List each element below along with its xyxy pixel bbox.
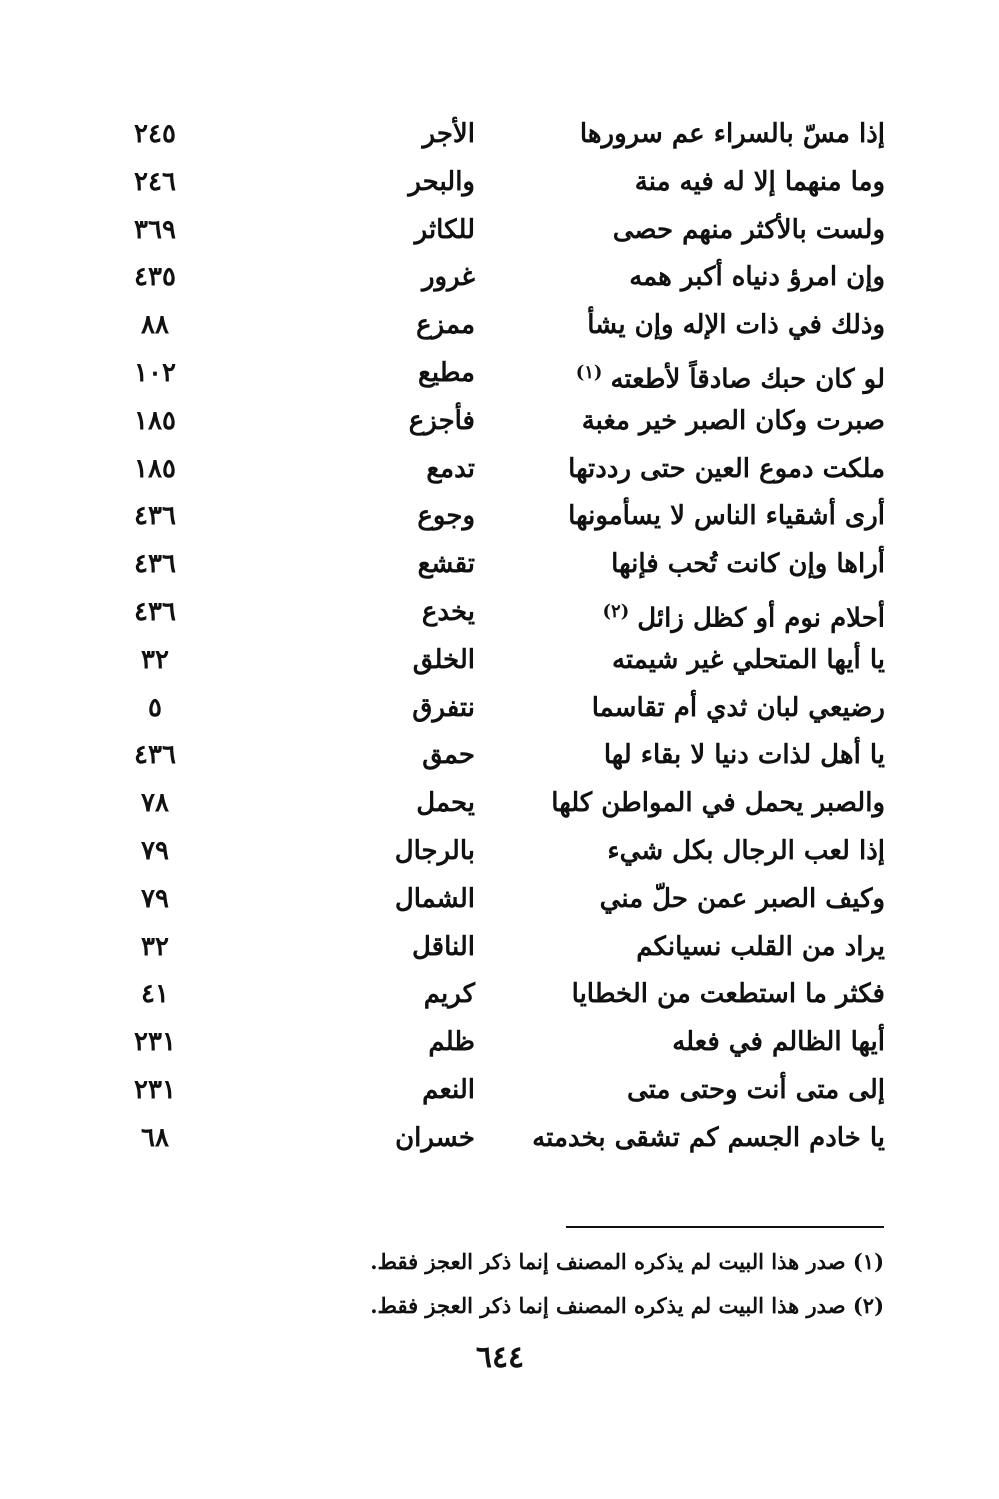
verse-text: وما منهما إلا له فيه منة — [634, 166, 885, 197]
footnotes — [184, 1240, 884, 1328]
verse-text: وإن امرؤ دنياه أكبر همه — [629, 262, 885, 293]
footnote-marker: (١) — [575, 362, 603, 383]
page-reference: ٤٣٦ — [134, 501, 176, 532]
page-reference: ٧٨ — [141, 788, 169, 819]
verse-opening — [475, 160, 885, 204]
verse-text: وذلك في ذات الإله وإن يشأ — [587, 310, 885, 341]
verse-opening — [475, 399, 885, 443]
rhyme-word: وجوع — [417, 501, 475, 532]
verse-text: فكثر ما استطعت من الخطايا — [571, 979, 885, 1010]
page-reference: ٢٣١ — [134, 1075, 176, 1105]
rhyme-word: ظلم — [428, 1027, 475, 1058]
index-row — [95, 542, 895, 586]
rhyme-word: غرور — [421, 262, 475, 293]
index-row — [95, 255, 895, 299]
verse-text: ولست بالأكثر منهم حصى — [612, 214, 885, 245]
rhyme-word: خسران — [395, 1122, 475, 1153]
verse-opening — [475, 1020, 885, 1064]
rhyme-word: الشمال — [394, 883, 475, 914]
rhyme-word: للكاثر — [414, 214, 475, 245]
verse-opening — [475, 781, 885, 825]
verse-text: أيها الظالم في فعله — [672, 1027, 885, 1058]
page-reference: ٢٤٥ — [134, 119, 176, 149]
rhyme-word: والبحر — [408, 166, 475, 197]
footnote-divider — [566, 1226, 884, 1228]
verse-text: يا أهل لذات دنيا لا بقاء لها — [603, 740, 885, 771]
footnote-2: (٢) صدر هذا البيت لم يذكره المصنف إنما ذكر العجز فقط. — [370, 1293, 884, 1318]
rhyme-word: نتفرق — [412, 692, 475, 723]
index-row — [95, 781, 895, 825]
index-row — [95, 399, 895, 443]
verse-opening — [475, 733, 885, 777]
verse-opening — [475, 638, 885, 682]
verse-opening — [475, 208, 885, 252]
page-reference: ٤٣٦ — [134, 597, 176, 627]
rhyme-word: كريم — [423, 979, 475, 1010]
page-reference: ١٠٢ — [134, 358, 176, 388]
page-reference: ٣٢ — [141, 644, 169, 675]
verse-text: وكيف الصبر عمن حلّ مني — [599, 883, 885, 914]
page-reference: ٣٦٩ — [134, 214, 176, 245]
verse-text: أراها وإن كانت تُحب فإنها — [611, 549, 885, 580]
page-reference: ٧٩ — [141, 883, 169, 914]
verse-opening — [475, 351, 885, 402]
page-reference: ٤١ — [141, 979, 169, 1010]
rhyme-word: تدمع — [426, 453, 475, 484]
page-reference: ١٨٥ — [134, 405, 176, 436]
verse-opening — [475, 1068, 885, 1112]
index-row — [95, 112, 895, 156]
index-row — [95, 877, 895, 921]
verse-opening — [475, 255, 885, 299]
index-row — [95, 925, 895, 969]
rhyme-word: يخدع — [421, 597, 475, 627]
index-row — [95, 590, 895, 634]
verse-text: لو كان حبك صادقاً لأطعته — [610, 364, 885, 395]
page-reference: ٣٢ — [141, 931, 169, 962]
verse-text: والصبر يحمل في المواطن كلها — [551, 788, 885, 819]
page-reference: ٤٣٥ — [134, 262, 176, 293]
verse-text: أحلام نوم أو كظل زائل — [637, 603, 885, 634]
index-row — [95, 686, 895, 730]
index-row — [95, 638, 895, 682]
index-row — [95, 1116, 895, 1160]
index-row — [95, 160, 895, 204]
verse-opening — [475, 1116, 885, 1160]
index-row — [95, 303, 895, 347]
verse-opening — [475, 447, 885, 491]
verse-text: إذا مسّ بالسراء عم سرورها — [579, 119, 885, 149]
page-reference: ٥ — [148, 692, 162, 723]
page-reference: ٦٨ — [141, 1122, 169, 1153]
verse-opening — [475, 112, 885, 156]
index-row — [95, 733, 895, 777]
rhyme-word: حمق — [422, 740, 475, 771]
page-reference: ٤٣٦ — [134, 549, 176, 580]
verse-text: إذا لعب الرجال بكل شيء — [607, 836, 885, 866]
page-reference: ١٨٥ — [134, 453, 176, 484]
verse-opening — [475, 925, 885, 969]
verse-text: يا خادم الجسم كم تشقى بخدمته — [532, 1122, 885, 1153]
index-row — [95, 494, 895, 538]
footnote-1: (١) صدر هذا البيت لم يذكره المصنف إنما ذكر العجز فقط. — [370, 1249, 884, 1274]
verse-opening — [475, 877, 885, 921]
index-row — [95, 1068, 895, 1112]
rhyme-word: الناقل — [411, 931, 475, 962]
page-reference: ٨٨ — [141, 310, 169, 341]
verse-text: ملكت دموع العين حتى رددتها — [568, 453, 885, 484]
rhyme-word: النعم — [422, 1075, 475, 1105]
rhyme-word: يحمل — [416, 788, 475, 819]
rhyme-word: بالرجال — [394, 836, 475, 866]
footnote-marker: (٢) — [602, 601, 630, 622]
index-row — [95, 972, 895, 1016]
page-reference: ٢٤٦ — [134, 166, 176, 197]
rhyme-word: ممزع — [416, 310, 475, 341]
verse-opening — [475, 303, 885, 347]
rhyme-word: الخلق — [412, 644, 475, 675]
verse-opening — [475, 829, 885, 873]
verse-text: إلى متى أنت وحتى متى — [626, 1075, 885, 1105]
page-reference: ٤٣٦ — [134, 740, 176, 771]
verse-text: رضيعي لبان ثدي أم تقاسما — [591, 692, 885, 723]
index-row — [95, 447, 895, 491]
rhyme-word: فأجزع — [408, 405, 475, 436]
verse-opening — [475, 542, 885, 586]
verse-opening — [475, 590, 885, 641]
page-reference: ٢٣١ — [134, 1027, 176, 1058]
page-number: ٦٤٤ — [475, 1340, 525, 1375]
page-reference: ٧٩ — [141, 836, 169, 866]
verse-text: يراد من القلب نسيانكم — [636, 931, 885, 962]
verse-opening — [475, 494, 885, 538]
index-row — [95, 208, 895, 252]
verse-text: صبرت وكان الصبر خير مغبة — [581, 405, 885, 436]
rhyme-word: مطيع — [418, 358, 475, 388]
index-row — [95, 1020, 895, 1064]
verse-opening — [475, 686, 885, 730]
rhyme-word: تقشع — [417, 549, 475, 580]
index-row — [95, 829, 895, 873]
index-row — [95, 351, 895, 395]
verse-text: يا أيها المتحلي غير شيمته — [611, 644, 885, 675]
rhyme-word: الأجر — [422, 119, 475, 149]
verse-opening — [475, 972, 885, 1016]
verse-text: أرى أشقياء الناس لا يسأمونها — [568, 501, 885, 532]
